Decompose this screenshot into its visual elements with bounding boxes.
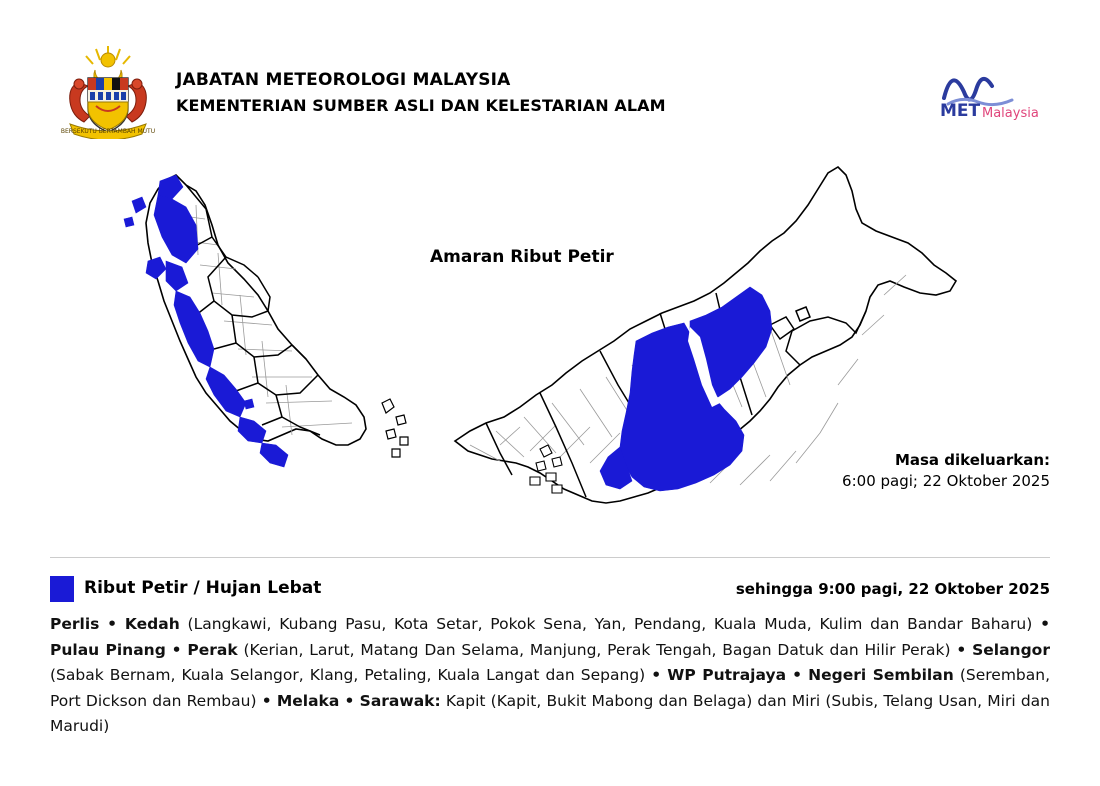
met-malaysia-logo [932,58,1052,120]
area-districts-1: (Langkawi, Kubang Pasu, Kota Setar, Pokok Sena, Yan, Pendang, Kuala Muda, Kulim dan Bandar Baharu) [187,615,1033,633]
issued-label: Masa dikeluarkan: [894,451,1050,469]
legend-label: Ribut Petir / Hujan Lebat [84,578,322,598]
bullet-3: • [956,640,967,659]
svg-text:MET: MET [940,101,981,120]
legend-valid-until: sehingga 9:00 pagi, 22 Oktober 2025 [735,580,1050,598]
legend-row [50,572,1050,606]
map-title: Amaran Ribut Petir [430,247,614,267]
area-state-7: Melaka [276,691,340,710]
area-state-6: Negeri Sembilan [808,666,954,684]
area-state-2: Pulau Pinang [50,640,166,659]
divider [50,557,1050,558]
area-state-5: WP Putrajaya [667,666,787,684]
bullet-2: • [171,640,182,659]
bullet-5: • [792,666,803,684]
area-state-0: Perlis [50,615,100,633]
area-state-1: Kedah [124,615,180,633]
bullet-0: • [107,615,118,633]
area-districts-3: (Kerian, Larut, Matang Dan Selama, Manjung, Perak Tengah, Bagan Datuk dan Hilir Perak) [243,640,951,659]
bullet-4: • [651,666,662,684]
issued-value: 6:00 pagi; 22 Oktober 2025 [842,472,1050,490]
bullet-7: • [344,691,355,710]
ministry-name: KEMENTERIAN SUMBER ASLI DAN KELESTARIAN ALAM [176,96,666,115]
area-districts-8: Kapit (Kapit, Bukit Mabong dan Belaga) dan Miri (Subis, Telang Usan, Miri dan Marudi) [50,691,1050,735]
area-state-3: Perak [187,640,238,659]
area-state-8: Sarawak: [359,691,441,710]
area-state-4: Selangor [972,640,1050,659]
bullet-6: • [261,691,272,710]
legend-color-swatch [50,576,74,602]
bullet-1: • [1040,615,1050,633]
area-districts-6: (Seremban, Port Dickson dan Rembau) [50,666,1051,710]
svg-text:BERSEKUTU BERTAMBAH MUTU: BERSEKUTU BERTAMBAH MUTU [60,128,156,135]
agency-name: JABATAN METEOROLOGI MALAYSIA [176,70,511,90]
page-header [0,0,1100,145]
malaysia-coat-of-arms-icon [48,44,168,139]
area-districts-4: (Sabak Bernam, Kuala Selangor, Klang, Petaling, Kuala Langat dan Sepang) [50,666,646,684]
malaysia-warning-map [0,145,1100,545]
issued-time-block [842,450,1050,492]
header-titles [176,68,876,118]
affected-areas-text [50,612,1050,740]
peninsular-malaysia-group [124,175,408,467]
svg-text:Malaysia: Malaysia [982,106,1039,120]
